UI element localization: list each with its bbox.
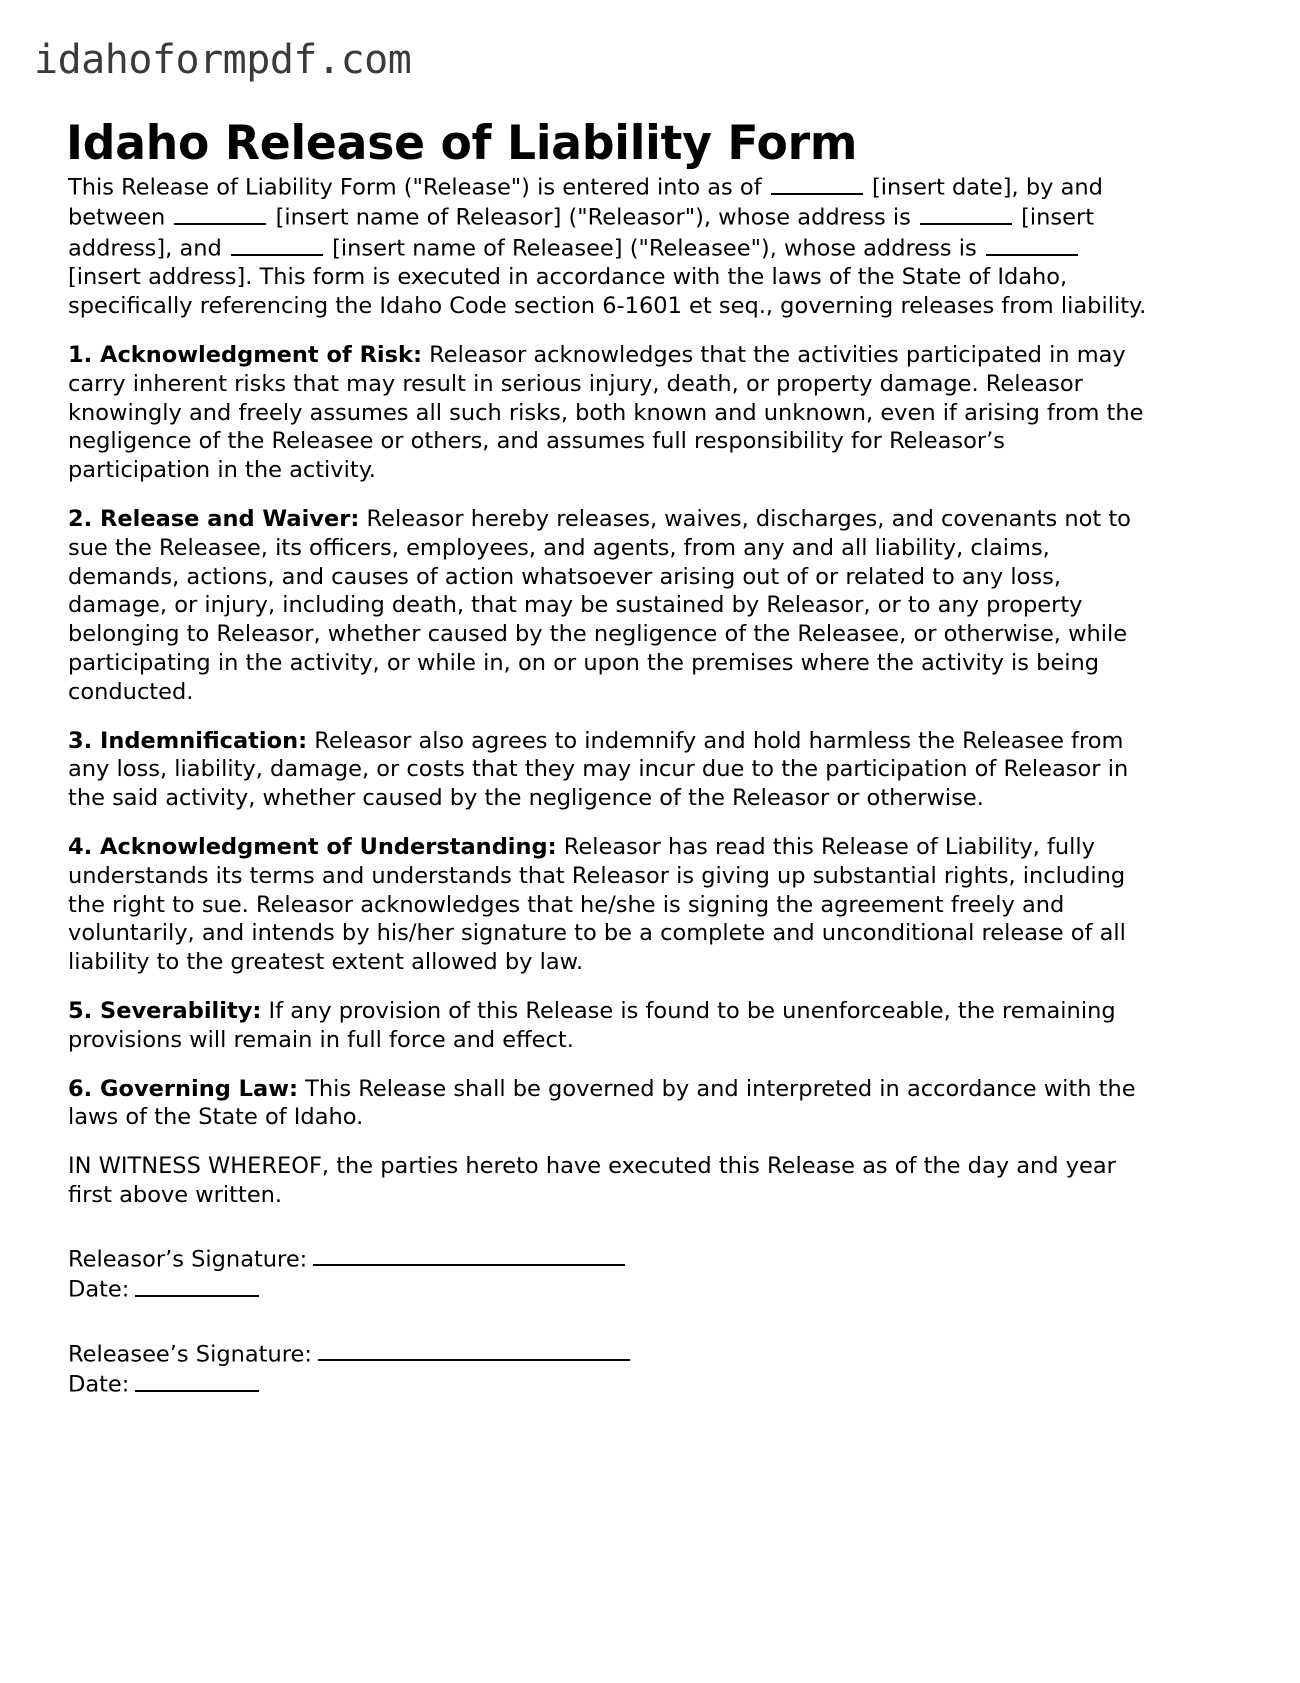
releasor-signature-row — [68, 1244, 1150, 1274]
section-5 — [68, 997, 1150, 1055]
releasee-date-label: Date: — [68, 1371, 130, 1398]
releasor-signature-label: Releasor’s Signature: — [68, 1246, 308, 1273]
section-2-body: Releasor hereby releases, waives, discharges, and covenants not to sue the Releasee, its officers, employees, and agents, from any and all liability, claims, demands, actions, and causes of action whatsoever arising out of or related to any loss, damage, or injury, including death, that may be sustained by Releasor, or to any property belonging to Releasor, whether caused by the negligence of the Releasee, or otherwise, while participating in the activity, or while in, on or upon the premises where the activity is being conducted. — [68, 506, 1131, 705]
section-6-heading: 6. Governing Law: — [68, 1075, 298, 1102]
section-6-body: This Release shall be governed by and interpreted in accordance with the laws of the State of Idaho. — [68, 1075, 1136, 1131]
site-logo: idahoformpdf.com — [34, 37, 412, 83]
witness-paragraph: IN WITNESS WHEREOF, the parties hereto have executed this Release as of the day and year first above written. — [68, 1153, 1116, 1208]
intro-part-4: [insert address], and — [68, 205, 1095, 262]
intro-part-6: [insert address]. This form is executed in accordance with the laws of the State of Idaho, specifically referencing the Idaho Code section 6-1601 et seq., governing releases from liability. — [68, 264, 1147, 320]
section-1-heading: 1. Acknowledgment of Risk: — [68, 342, 422, 369]
releasor-signature-line[interactable] — [313, 1244, 625, 1267]
section-3 — [68, 727, 1150, 813]
blank-releasee-address[interactable] — [986, 233, 1078, 256]
intro-part-2: [insert date], by and between — [68, 174, 1103, 232]
section-2-heading: 2. Release and Waiver: — [68, 506, 360, 533]
intro-part-1: This Release of Liability Form ("Release") is entered into as of — [68, 174, 762, 201]
releasee-date-row — [68, 1369, 1150, 1399]
intro-part-3: [insert name of Releasor] ("Releasor"), whose address is — [275, 205, 911, 232]
section-1 — [68, 341, 1150, 485]
section-4 — [68, 833, 1150, 977]
section-5-body: If any provision of this Release is found to be unenforceable, the remaining provisions will remain in full force and effect. — [68, 997, 1116, 1053]
releasee-signature-line[interactable] — [318, 1339, 630, 1362]
releasor-signature-block — [68, 1244, 1150, 1305]
releasee-signature-row — [68, 1339, 1150, 1369]
document-body — [68, 172, 1150, 1400]
section-3-heading: 3. Indemnification: — [68, 727, 308, 754]
blank-releasor-name[interactable] — [174, 202, 266, 225]
section-2 — [68, 505, 1150, 707]
blank-date[interactable] — [771, 172, 863, 195]
releasor-date-line[interactable] — [135, 1274, 259, 1297]
intro-paragraph — [68, 172, 1150, 321]
releasor-date-label: Date: — [68, 1276, 130, 1303]
releasee-signature-block — [68, 1339, 1150, 1400]
blank-releasor-address[interactable] — [920, 202, 1012, 225]
releasee-date-line[interactable] — [135, 1369, 259, 1392]
section-3-body: Releasor also agrees to indemnify and hold harmless the Releasee from any loss, liability, damage, or costs that they may incur due to the participation of Releasor in the said activity, whether caused by the negligence of the Releasor or otherwise. — [68, 727, 1129, 812]
section-6 — [68, 1075, 1150, 1133]
section-4-heading: 4. Acknowledgment of Understanding: — [68, 834, 557, 860]
releasor-date-row — [68, 1274, 1150, 1304]
releasee-signature-label: Releasee’s Signature: — [68, 1341, 312, 1368]
section-1-body: Releasor acknowledges that the activities participated in may carry inherent risks that may result in serious injury, death, or property damage. Releasor knowingly and freely assumes all such risks, both known and unknown, even if arising from the negligence of the Releasee or others, and assumes full responsibility for Releasor’s participation in the activity. — [68, 342, 1144, 484]
section-5-heading: 5. Severability: — [68, 997, 262, 1024]
blank-releasee-name[interactable] — [231, 233, 323, 256]
section-4-body: Releasor has read this Release of Liability, fully understands its terms and understands that Releasor is giving up substantial rights, including the right to sue. Releasor acknowledges that he/she is signing the agreement freely and voluntarily, and intends by his/her signature to be a complete and unconditional release of all liability to the greatest extent allowed by law. — [68, 834, 1126, 976]
intro-part-5: [insert name of Releasee] ("Releasee"), whose address is — [332, 235, 977, 262]
page-title: Idaho Release of Liability Form — [66, 116, 858, 172]
